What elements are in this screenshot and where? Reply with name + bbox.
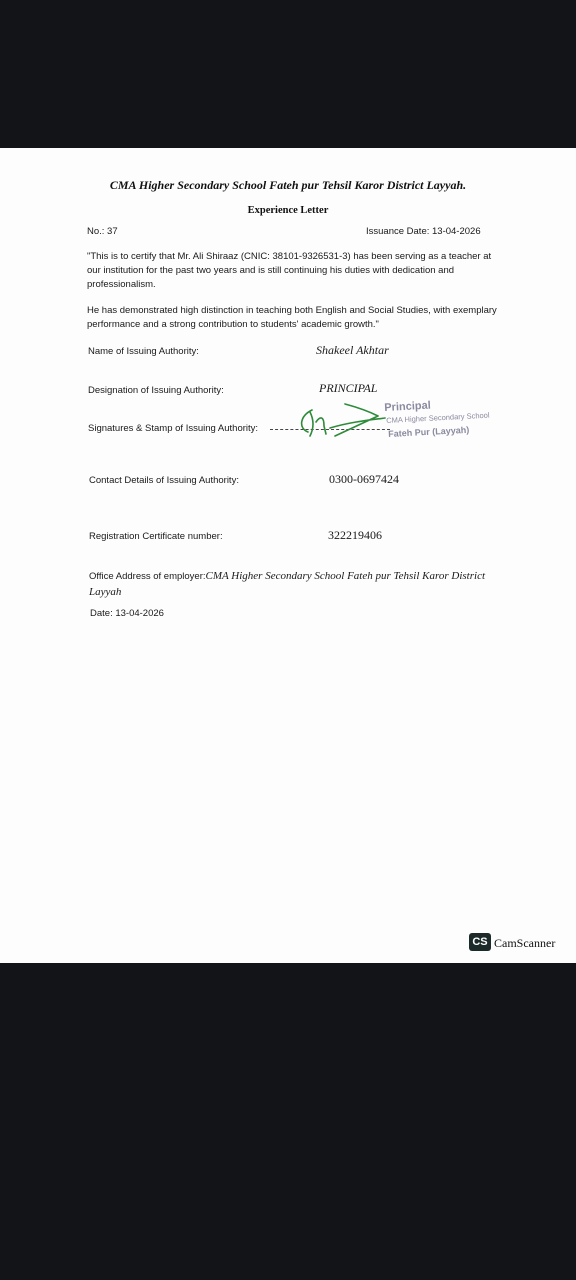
document-page: [0, 148, 576, 963]
stamp-title: Principal: [384, 399, 432, 414]
name-value: Shakeel Akhtar: [316, 343, 389, 357]
school-header: CMA Higher Secondary School Fateh pur Tehsil Karor District Layyah.: [109, 178, 467, 192]
signature-label: Signatures & Stamp of Issuing Authority:: [88, 423, 259, 434]
designation-value: PRINCIPAL: [319, 381, 378, 395]
letter-number: No.: 37: [87, 226, 118, 237]
contact-value: 0300-0697424: [329, 472, 399, 486]
letter-date: Date: 13-04-2026: [90, 608, 164, 619]
office-label: Office Address of employer:: [89, 571, 206, 582]
distinction-paragraph: He has demonstrated high distinction in teaching both English and Social Studies, with exemplary performance and a strong contribution to students' academic growth.": [87, 305, 497, 330]
stamp-school: CMA Higher Secondary School: [386, 410, 490, 425]
certification-paragraph: "This is to certify that Mr. Ali Shiraaz (CNIC: 38101-9326531-3) has been serving as a teacher at our institution for the past two years and is still continuing his duties with dedication and professionalism.: [87, 251, 492, 290]
camscanner-brand: CamScanner: [494, 936, 556, 950]
letter-title: Experience Letter: [247, 205, 329, 216]
office-value: CMA Higher Secondary School Fateh pur Tehsil Karor District Layyah: [89, 570, 486, 598]
issuance-date: Issuance Date: 13-04-2026: [366, 226, 481, 237]
stamp-location: Fateh Pur (Layyah): [388, 424, 470, 439]
registration-label: Registration Certificate number:: [89, 531, 223, 542]
registration-value: 322219406: [328, 528, 382, 542]
camscanner-logo: CS: [469, 933, 491, 951]
contact-label: Contact Details of Issuing Authority:: [89, 475, 239, 486]
office-address: [89, 568, 509, 599]
name-label: Name of Issuing Authority:: [88, 346, 199, 357]
designation-label: Designation of Issuing Authority:: [88, 385, 224, 396]
